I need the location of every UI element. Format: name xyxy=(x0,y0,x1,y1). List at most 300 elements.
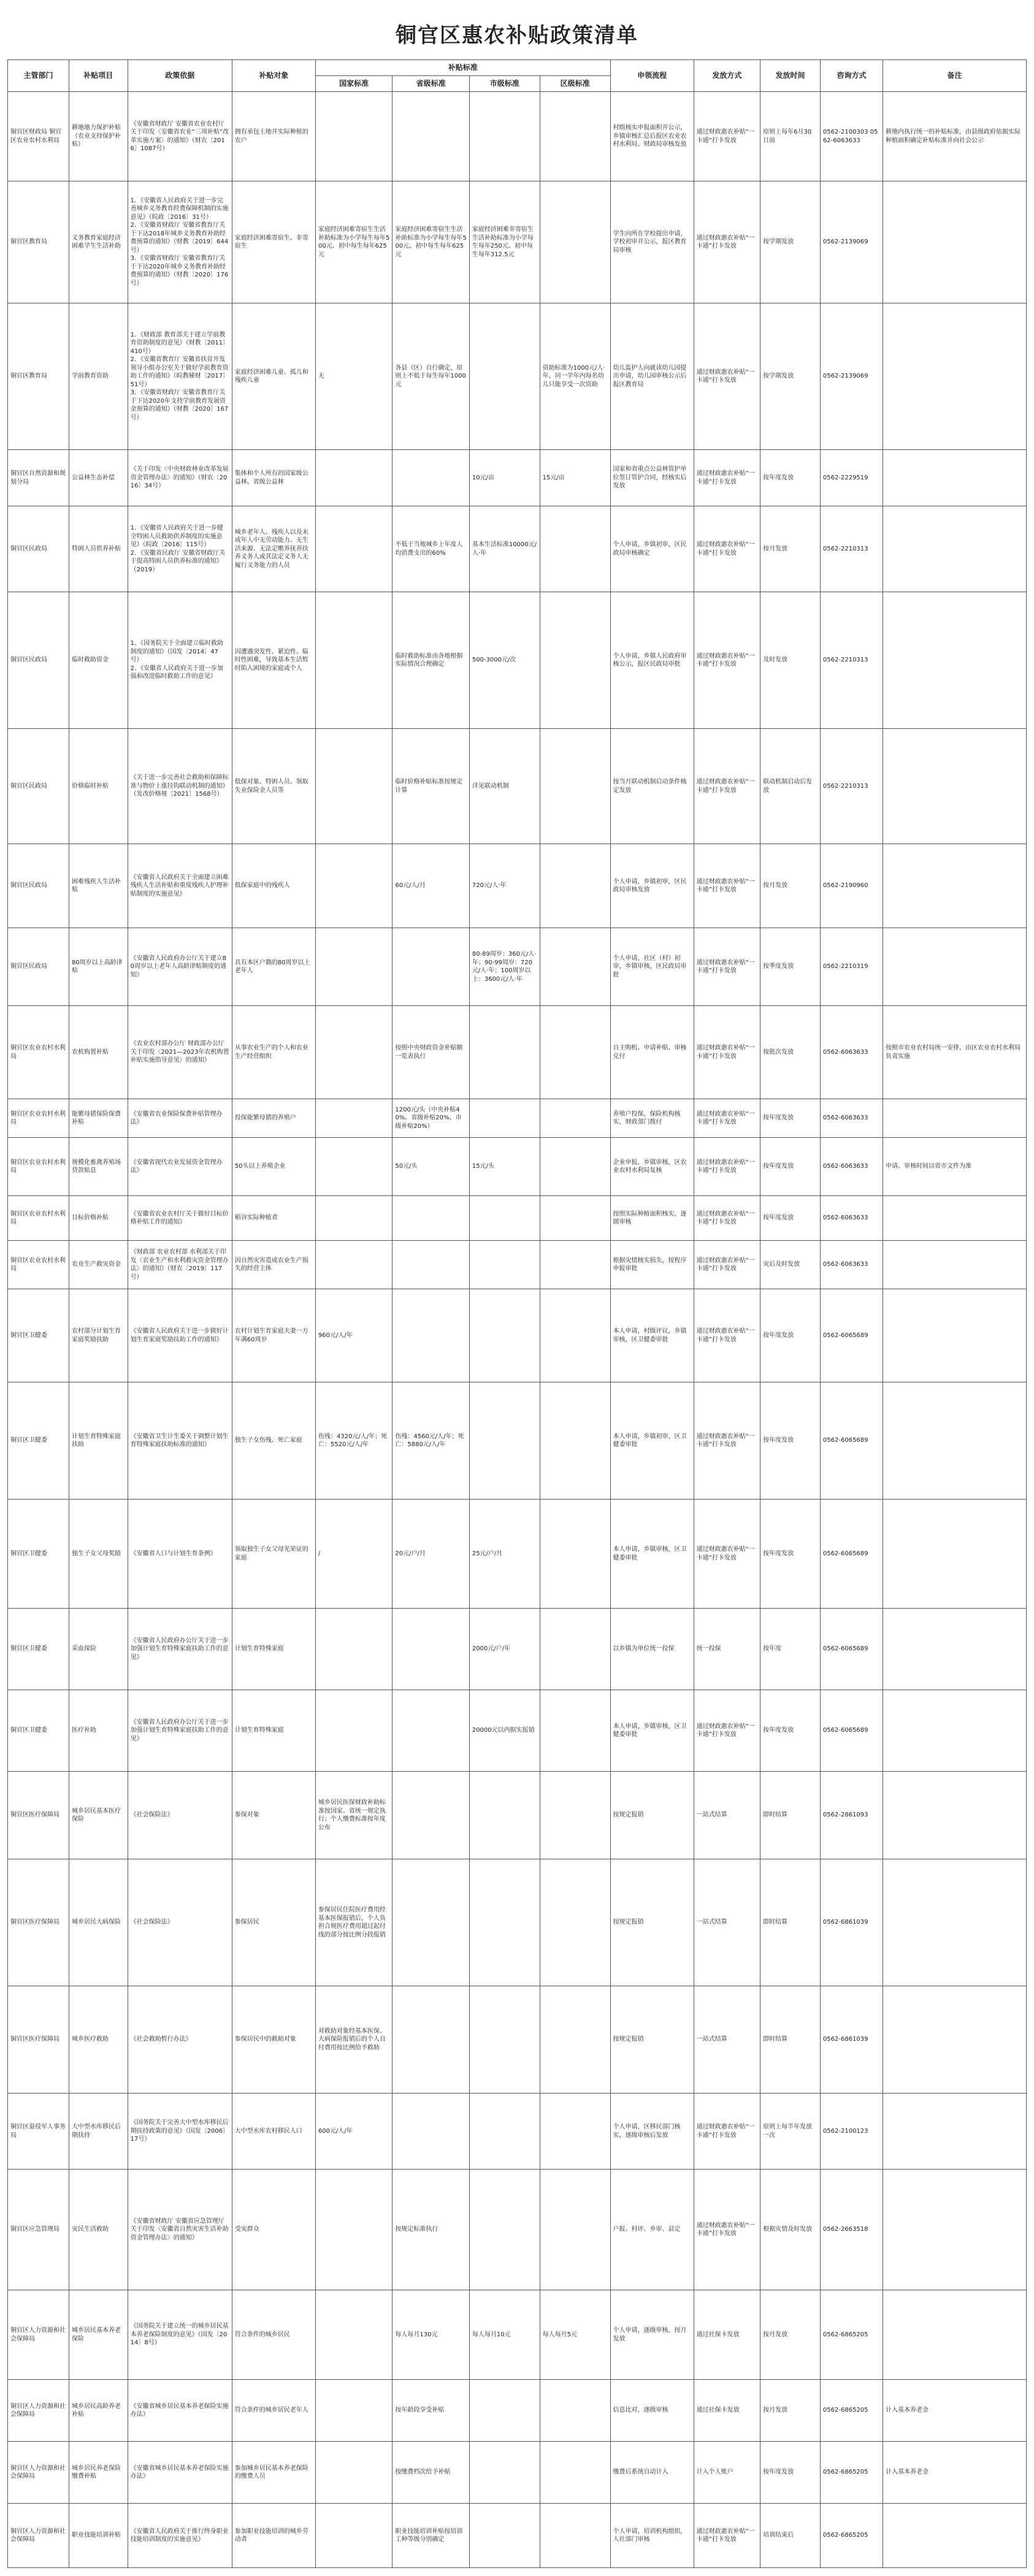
city-standard-cell xyxy=(469,844,540,928)
national-standard-cell xyxy=(315,181,392,303)
phone-cell-text: 0562-6865205 xyxy=(822,2407,868,2414)
dept-cell xyxy=(8,1382,69,1499)
item-cell xyxy=(69,1382,128,1499)
target-cell xyxy=(232,1289,315,1382)
table-row xyxy=(8,2290,1027,2380)
national-standard-cell-text: 家庭经济困难寄宿生生活补助标准为小学每生每年500元、初中每生每年625元 xyxy=(318,226,390,258)
process-cell xyxy=(610,592,694,729)
time-cell-text: 按月发放 xyxy=(763,882,788,890)
method-cell xyxy=(694,450,760,506)
city-standard-cell xyxy=(469,2504,540,2568)
provincial-standard-cell xyxy=(393,844,469,928)
dept-cell-text: 铜官区财政局 铜官区农业农村水利局 xyxy=(10,129,62,144)
target-cell xyxy=(232,2380,315,2442)
policy-table-body xyxy=(8,92,1027,2568)
process-cell-text: 自主购机、申请补贴、审核兑付 xyxy=(613,1045,687,1060)
time-cell xyxy=(760,1241,821,1289)
header-dept: 主管部门 xyxy=(8,60,69,92)
remark-cell xyxy=(883,1986,1027,2094)
time-cell xyxy=(760,303,821,450)
table-row xyxy=(8,928,1027,1006)
national-standard-cell xyxy=(315,2290,392,2380)
national-standard-cell xyxy=(315,2170,392,2290)
item-cell xyxy=(69,1772,128,1859)
national-standard-cell-text: 伤残：4320元/人/年；死亡：5520元/人/年 xyxy=(318,1433,388,1448)
method-cell-text: 通过财政惠农补贴“一卡通”打卡发放 xyxy=(696,779,755,794)
basis-cell xyxy=(128,1196,232,1241)
header-district: 区级标准 xyxy=(540,76,610,92)
dept-cell xyxy=(8,303,69,450)
item-cell-text: 义务教育家庭经济困难学生生活补助 xyxy=(71,234,121,250)
item-cell xyxy=(69,1986,128,2094)
remark-cell xyxy=(883,1382,1027,1499)
remark-cell xyxy=(883,1099,1027,1138)
dept-cell-text: 铜官区农业农村水利局 xyxy=(10,1110,66,1126)
process-cell xyxy=(610,1241,694,1289)
target-cell-text: 投保能繁母猪的养殖户 xyxy=(234,1115,296,1122)
provincial-standard-cell xyxy=(393,1241,469,1289)
item-cell xyxy=(69,1859,128,1986)
method-cell xyxy=(694,2290,760,2380)
phone-cell-text: 0562-6865205 xyxy=(822,2331,868,2338)
dept-cell xyxy=(8,2094,69,2170)
process-cell xyxy=(610,181,694,303)
city-standard-cell-text: 家庭经济困难非寄宿生生活补助标准为小学每生每年250元、初中每生每年312.5元 xyxy=(472,226,534,258)
process-cell xyxy=(610,92,694,181)
header-remark: 备注 xyxy=(883,60,1027,92)
process-cell xyxy=(610,303,694,450)
national-standard-cell xyxy=(315,1986,392,2094)
target-cell-text: 拥有承包土地并实际种植的农户 xyxy=(234,129,308,144)
target-cell xyxy=(232,928,315,1006)
process-cell-text: 本人申请，乡镇审核，区卫健委审批 xyxy=(613,1546,687,1561)
time-cell-text: 按学期发放 xyxy=(763,238,794,246)
provincial-standard-cell-text: 50元/头 xyxy=(395,1163,418,1170)
dept-cell-text: 铜官区农业农村水利局 xyxy=(10,1210,66,1225)
process-cell-text: 学生向所在学校提出申请，学校初审并公示，报区教育局审核 xyxy=(613,230,687,254)
process-cell-text: 个人申请，培训机构组织，人社部门审核 xyxy=(613,2528,687,2543)
phone-cell xyxy=(820,1859,883,1986)
method-cell-text: 通过社保卡发放 xyxy=(696,2331,740,2338)
item-cell-text: 采血保险 xyxy=(71,1645,96,1653)
process-cell-text: 户报、村评、乡审、县定 xyxy=(613,2226,681,2233)
time-cell-text: 按年度发放 xyxy=(763,1727,794,1734)
item-cell xyxy=(69,592,128,729)
basis-cell-text: 《国务院关于完善大中型水库移民后期扶持政策的意见》（国发〔2006〕17号） xyxy=(130,2119,229,2143)
city-standard-cell-text: 20000元以内据实报销 xyxy=(472,1727,535,1734)
phone-cell-text: 0562-2100123 xyxy=(822,2127,868,2135)
city-standard-cell xyxy=(469,729,540,844)
time-cell-text: 按季度发放 xyxy=(763,963,794,970)
process-cell-text: 按规定报销 xyxy=(613,2036,644,2043)
remark-cell xyxy=(883,1859,1027,1986)
item-cell-text: 目标价格补贴 xyxy=(71,1214,109,1222)
method-cell-text: 通过财政惠农补贴“一卡通”打卡发放 xyxy=(696,1159,755,1174)
basis-cell xyxy=(128,2504,232,2568)
target-cell-text: 大中型水库农村移民人口 xyxy=(234,2127,302,2135)
method-cell-text: 通过财政惠农补贴“一卡通”打卡发放 xyxy=(696,541,755,557)
target-cell xyxy=(232,506,315,592)
city-standard-cell xyxy=(469,303,540,450)
basis-cell xyxy=(128,2380,232,2442)
dept-cell xyxy=(8,1289,69,1382)
process-cell xyxy=(610,2380,694,2442)
process-cell-text: 按规定报销 xyxy=(613,1919,644,1926)
provincial-standard-cell xyxy=(393,1006,469,1099)
phone-cell-text: 0562-6063633 xyxy=(822,1163,868,1170)
dept-cell-text: 铜官区医疗保障局 xyxy=(10,2036,59,2043)
basis-cell xyxy=(128,928,232,1006)
target-cell xyxy=(232,1772,315,1859)
target-cell xyxy=(232,844,315,928)
dept-cell xyxy=(8,450,69,506)
method-cell-text: 计入个人账户 xyxy=(696,2469,733,2476)
item-cell-text: 农业生产救灾资金 xyxy=(71,1261,121,1268)
provincial-standard-cell xyxy=(393,506,469,592)
method-cell xyxy=(694,1772,760,1859)
basis-cell-text: 《安徽省现代农业发展资金管理办法》 xyxy=(130,1159,223,1174)
phone-cell-text: 0562-6861039 xyxy=(822,1919,868,1926)
provincial-standard-cell xyxy=(393,1986,469,2094)
item-cell xyxy=(69,1499,128,1609)
policy-table xyxy=(7,59,1027,2568)
district-standard-cell xyxy=(540,1986,610,2094)
provincial-standard-cell-text: 临时救助标准由各地根据实际情况合理确定 xyxy=(395,652,463,668)
method-cell-text: 一站式结算 xyxy=(696,1919,727,1926)
city-standard-cell xyxy=(469,2290,540,2380)
process-cell-text: 个人申请，区移民部门核实，逐级审核后发放 xyxy=(613,2124,681,2139)
time-cell xyxy=(760,506,821,592)
item-cell xyxy=(69,2170,128,2290)
method-cell xyxy=(694,303,760,450)
time-cell-text: 培训结束后 xyxy=(763,2532,794,2539)
provincial-standard-cell xyxy=(393,450,469,506)
phone-cell-text: 0562-6865205 xyxy=(822,2532,868,2539)
table-row xyxy=(8,1609,1027,1690)
process-cell xyxy=(610,1499,694,1609)
district-standard-cell xyxy=(540,1382,610,1499)
process-cell-text: 以乡镇为单位统一投保 xyxy=(613,1645,675,1653)
basis-cell-text: 《社会保险法》 xyxy=(130,1919,174,1926)
target-cell xyxy=(232,2290,315,2380)
process-cell-text: 信息比对，逐级审核 xyxy=(613,2407,668,2414)
process-cell xyxy=(610,1289,694,1382)
header-row-1 xyxy=(8,60,1027,76)
basis-cell-text: 《安徽省人民政府关于推行终身职业技能培训制度的实施意见》 xyxy=(130,2528,229,2543)
national-standard-cell xyxy=(315,729,392,844)
item-cell xyxy=(69,1006,128,1099)
phone-cell-text: 0562-6063633 xyxy=(822,1261,868,1268)
remark-cell-text: 计入基本养老金 xyxy=(886,2407,929,2414)
national-standard-cell xyxy=(315,2094,392,2170)
basis-cell xyxy=(128,844,232,928)
time-cell xyxy=(760,1099,821,1138)
remark-cell-text: 计入基本养老金 xyxy=(886,2469,929,2476)
item-cell-text: 困难残疾人生活补贴 xyxy=(71,878,121,893)
table-row xyxy=(8,2380,1027,2442)
table-row xyxy=(8,1382,1027,1499)
phone-cell-text: 0562-6065689 xyxy=(822,1645,868,1653)
dept-cell-text: 铜官区农业农村水利局 xyxy=(10,1159,66,1174)
basis-cell-text: 《安徽省人口与计划生育条例》 xyxy=(130,1550,216,1557)
dept-cell-text: 铜官区农业农村水利局 xyxy=(10,1045,66,1060)
national-standard-cell xyxy=(315,1196,392,1241)
process-cell-text: 国家和省重点公益林管护单位签订管护合同，经核实后发放 xyxy=(613,466,687,490)
table-row xyxy=(8,1859,1027,1986)
method-cell-text: 通过财政惠农补贴“一卡通”打卡发放 xyxy=(696,2222,755,2237)
target-cell-text: 因自然灾害造成农业生产损失的经营主体 xyxy=(234,1257,308,1272)
process-cell xyxy=(610,2170,694,2290)
city-standard-cell-text: 2000元/户/年 xyxy=(472,1645,511,1653)
time-cell-text: 按月发放 xyxy=(763,2407,788,2414)
remark-cell xyxy=(883,506,1027,592)
basis-cell xyxy=(128,2442,232,2504)
city-standard-cell xyxy=(469,92,540,181)
city-standard-cell xyxy=(469,1006,540,1099)
phone-cell-text: 0562-2229519 xyxy=(822,474,868,481)
method-cell xyxy=(694,2442,760,2504)
basis-cell xyxy=(128,1241,232,1289)
process-cell xyxy=(610,1006,694,1099)
basis-cell xyxy=(128,450,232,506)
district-standard-cell xyxy=(540,1690,610,1772)
district-standard-cell xyxy=(540,928,610,1006)
phone-cell xyxy=(820,928,883,1006)
target-cell-text: 家庭经济困难儿童、孤儿和残疾儿童 xyxy=(234,368,308,384)
method-cell xyxy=(694,928,760,1006)
item-cell xyxy=(69,92,128,181)
method-cell xyxy=(694,1241,760,1289)
phone-cell xyxy=(820,2290,883,2380)
time-cell-text: 按年度发放 xyxy=(763,1332,794,1339)
dept-cell-text: 铜官区卫健委 xyxy=(10,1550,47,1557)
process-cell-text: 本人申请，村级评议，乡镇审核，区卫健委审批 xyxy=(613,1328,687,1343)
target-cell xyxy=(232,92,315,181)
method-cell-text: 通过财政惠农补贴“一卡通”打卡发放 xyxy=(696,368,755,384)
phone-cell xyxy=(820,1241,883,1289)
remark-cell xyxy=(883,1289,1027,1382)
time-cell-text: 联动机制启动后发放 xyxy=(763,779,813,794)
target-cell-text: 低保家庭中的残疾人 xyxy=(234,882,290,890)
basis-cell-text: 1．《国务院关于全面建立临时救助制度的通知》（国发〔2014〕47号） 2．《安徽省人民政府关于进一步加强和改进临时救助工作的意见》 xyxy=(130,640,224,680)
time-cell-text: 即时结算 xyxy=(763,2036,788,2043)
process-cell xyxy=(610,844,694,928)
process-cell xyxy=(610,1196,694,1241)
provincial-standard-cell xyxy=(393,1859,469,1986)
district-standard-cell xyxy=(540,2504,610,2568)
item-cell-text: 医疗补助 xyxy=(71,1727,96,1734)
national-standard-cell-text: 参保居民住院医疗费用经基本医保报销后，个人负担合规医疗费用超过起付线的部分按比例分段报销 xyxy=(318,1907,386,1938)
remark-cell xyxy=(883,1196,1027,1241)
process-cell xyxy=(610,1690,694,1772)
phone-cell xyxy=(820,1099,883,1138)
city-standard-cell-text: 80-89周岁：360元/人·年；90-99周岁：720元/人·年；100周岁以上：3600元/人·年 xyxy=(472,951,537,983)
phone-cell-text: 0562-2210313 xyxy=(822,545,868,552)
method-cell xyxy=(694,1986,760,2094)
header-time: 发放时间 xyxy=(760,60,821,92)
target-cell xyxy=(232,2504,315,2568)
header-method: 发放方式 xyxy=(694,60,760,92)
time-cell xyxy=(760,928,821,1006)
dept-cell xyxy=(8,2290,69,2380)
provincial-standard-cell xyxy=(393,928,469,1006)
item-cell-text: 城乡居民养老保险缴费补贴 xyxy=(71,2464,121,2480)
remark-cell xyxy=(883,1241,1027,1289)
phone-cell xyxy=(820,1772,883,1859)
basis-cell-text: 1．《安徽省人民政府关于进一步健全特困人员救助供养制度的实施意见》（皖政〔2016〕115号） 2．《安徽省民政厅 安徽省财政厅关于提高特困人员供养标准的通知》（2019） xyxy=(130,525,226,573)
target-cell xyxy=(232,1499,315,1609)
national-standard-cell xyxy=(315,1382,392,1499)
district-standard-cell xyxy=(540,2170,610,2290)
district-standard-cell xyxy=(540,506,610,592)
city-standard-cell xyxy=(469,181,540,303)
target-cell-text: 城乡老年人、残疾人以及未成年人中无劳动能力、无生活来源、无法定赡养抚养扶养义务人或其法定义务人无履行义务能力的人员 xyxy=(234,528,308,569)
item-cell-text: 城乡居民大病保险 xyxy=(71,1919,121,1926)
district-standard-cell xyxy=(540,450,610,506)
process-cell xyxy=(610,2290,694,2380)
method-cell xyxy=(694,2380,760,2442)
target-cell xyxy=(232,1196,315,1241)
district-standard-cell xyxy=(540,303,610,450)
item-cell-text: 城乡居民基本医疗保险 xyxy=(71,1807,121,1823)
time-cell xyxy=(760,1859,821,1986)
table-row xyxy=(8,506,1027,592)
city-standard-cell xyxy=(469,1196,540,1241)
provincial-standard-cell xyxy=(393,92,469,181)
city-standard-cell xyxy=(469,1138,540,1196)
basis-cell-text: 《安徽省农业农村厅关于做好目标价格补贴工作的通知》 xyxy=(130,1210,229,1225)
basis-cell xyxy=(128,2094,232,2170)
phone-cell xyxy=(820,2170,883,2290)
time-cell-text: 按学期发放 xyxy=(763,373,794,380)
national-standard-cell xyxy=(315,92,392,181)
table-row xyxy=(8,1690,1027,1772)
table-row xyxy=(8,2170,1027,2290)
dept-cell xyxy=(8,2504,69,2568)
phone-cell-text: 0562-2210313 xyxy=(822,657,868,664)
time-cell xyxy=(760,1986,821,2094)
phone-cell xyxy=(820,844,883,928)
provincial-standard-cell-text: 按规定标准执行 xyxy=(395,2226,438,2233)
table-row xyxy=(8,1499,1027,1609)
header-national: 国家标准 xyxy=(315,76,392,92)
district-standard-cell-text: 15元/亩 xyxy=(542,474,565,481)
city-standard-cell xyxy=(469,592,540,729)
basis-cell xyxy=(128,1859,232,1986)
method-cell-text: 通过财政惠农补贴“一卡通”打卡发放 xyxy=(696,652,755,668)
dept-cell xyxy=(8,1859,69,1986)
provincial-standard-cell xyxy=(393,1196,469,1241)
phone-cell-text: 0562-2139069 xyxy=(822,373,868,380)
item-cell xyxy=(69,1289,128,1382)
target-cell-text: 从事农业生产的个人和农业生产经营组织 xyxy=(234,1045,308,1060)
provincial-standard-cell-text: 20元/户/月 xyxy=(395,1550,426,1557)
basis-cell xyxy=(128,303,232,450)
item-cell-text: 灾民生活救助 xyxy=(71,2226,109,2233)
time-cell-text: 按年度发放 xyxy=(763,2469,794,2476)
basis-cell xyxy=(128,1499,232,1609)
dept-cell xyxy=(8,1499,69,1609)
time-cell-text: 按年度发放 xyxy=(763,1437,794,1444)
remark-cell xyxy=(883,2380,1027,2442)
phone-cell xyxy=(820,2442,883,2504)
method-cell xyxy=(694,181,760,303)
city-standard-cell xyxy=(469,1289,540,1382)
time-cell xyxy=(760,1690,821,1772)
method-cell xyxy=(694,1859,760,1986)
national-standard-cell xyxy=(315,2380,392,2442)
phone-cell xyxy=(820,303,883,450)
city-standard-cell xyxy=(469,1241,540,1289)
time-cell-text: 按批次发放 xyxy=(763,1048,794,1056)
item-cell xyxy=(69,450,128,506)
basis-cell xyxy=(128,1382,232,1499)
method-cell xyxy=(694,1499,760,1609)
national-standard-cell xyxy=(315,1138,392,1196)
page-title: 铜官区惠农补贴政策清单 xyxy=(396,23,638,48)
national-standard-cell xyxy=(315,1289,392,1382)
remark-cell xyxy=(883,1006,1027,1099)
method-cell-text: 通过社保卡发放 xyxy=(696,2407,740,2414)
dept-cell-text: 铜官区人力资源和社会保障局 xyxy=(10,2403,66,2418)
time-cell xyxy=(760,2170,821,2290)
phone-cell xyxy=(820,450,883,506)
target-cell-text: 集体和个人所有的国家级公益林、省级公益林 xyxy=(234,470,308,486)
dept-cell xyxy=(8,181,69,303)
time-cell-text: 按年度发放 xyxy=(763,1115,794,1122)
method-cell-text: 一站式结算 xyxy=(696,1812,727,1819)
district-standard-cell xyxy=(540,92,610,181)
provincial-standard-cell xyxy=(393,1382,469,1499)
table-row xyxy=(8,1196,1027,1241)
phone-cell xyxy=(820,1499,883,1609)
remark-cell xyxy=(883,1499,1027,1609)
target-cell xyxy=(232,1609,315,1690)
basis-cell xyxy=(128,592,232,729)
target-cell-text: 稻谷实际种植者 xyxy=(234,1214,278,1222)
target-cell-text: 低保对象、特困人员、领取失业保险金人员等 xyxy=(234,779,308,794)
city-standard-cell-text: 25元/户/月 xyxy=(472,1550,503,1557)
time-cell xyxy=(760,2504,821,2568)
phone-cell xyxy=(820,1986,883,2094)
target-cell xyxy=(232,1241,315,1289)
basis-cell xyxy=(128,1609,232,1690)
time-cell xyxy=(760,2290,821,2380)
process-cell xyxy=(610,1099,694,1138)
basis-cell-text: 《关于印发〈中央财政林业改革发展资金管理办法〉的通知》（财农〔2016〕34号） xyxy=(130,466,229,490)
national-standard-cell xyxy=(315,1859,392,1986)
phone-cell xyxy=(820,1382,883,1499)
item-cell-text: 能繁母猪保险保费补贴 xyxy=(71,1110,121,1126)
dept-cell-text: 铜官区人力资源和社会保障局 xyxy=(10,2528,66,2543)
phone-cell-text: 0562-2100303 0562-6063633 xyxy=(822,129,878,144)
dept-cell-text: 铜官区教育局 xyxy=(10,373,47,380)
process-cell-text: 按照实际种植面积核实，逐级审核 xyxy=(613,1210,687,1225)
city-standard-cell xyxy=(469,1986,540,2094)
time-cell xyxy=(760,2094,821,2170)
target-cell-text: 具有本区户籍的80周岁以上老年人 xyxy=(234,959,310,974)
target-cell xyxy=(232,592,315,729)
national-standard-cell xyxy=(315,506,392,592)
target-cell-text: 因遭遇突发性、紧迫性、临时性困难，导致基本生活暂时陷入困境的家庭或个人 xyxy=(234,648,308,672)
provincial-standard-cell-text: 不低于当地城乡上年度人均消费支出的60% xyxy=(395,541,463,557)
provincial-standard-cell xyxy=(393,1099,469,1138)
national-standard-cell xyxy=(315,928,392,1006)
district-standard-cell xyxy=(540,1772,610,1859)
basis-cell-text: 《国务院关于建立统一的城乡居民基本养老保险制度的意见》（国发〔2014〕8号） xyxy=(130,2323,229,2347)
time-cell-text: 按月发放 xyxy=(763,2331,788,2338)
provincial-standard-cell xyxy=(393,2442,469,2504)
